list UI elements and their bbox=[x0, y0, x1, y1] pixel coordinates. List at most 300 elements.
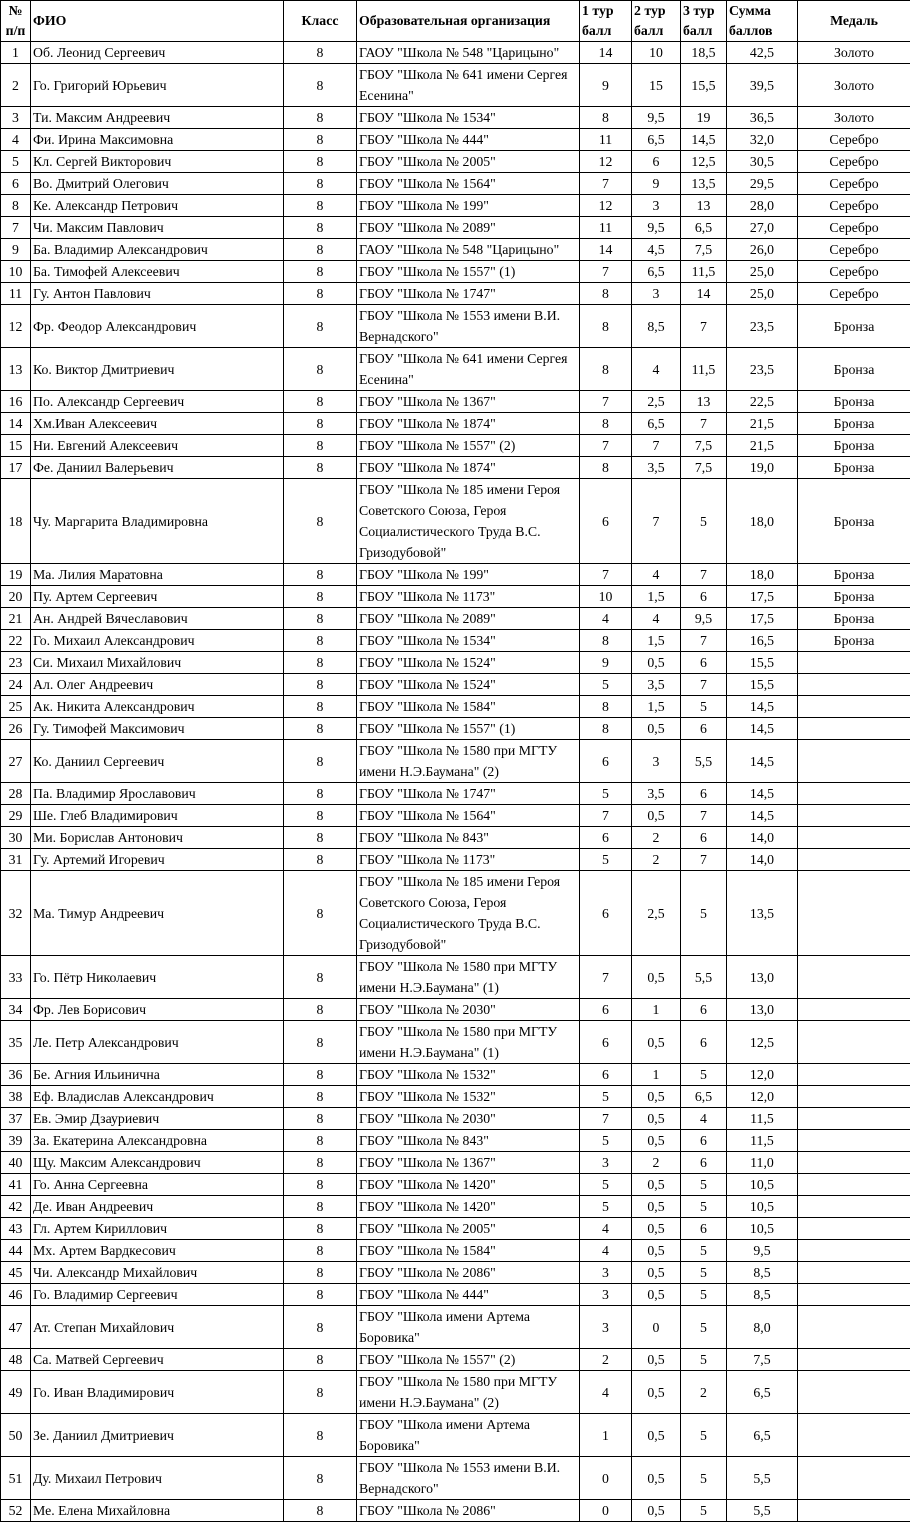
cell-round2: 0,5 bbox=[632, 1196, 681, 1218]
cell-medal: Бронза bbox=[798, 479, 910, 564]
cell-round3: 7,5 bbox=[681, 239, 727, 261]
cell-class: 8 bbox=[284, 1152, 357, 1174]
header-sum: Сумма баллов bbox=[727, 1, 798, 42]
cell-class: 8 bbox=[284, 391, 357, 413]
cell-class: 8 bbox=[284, 1414, 357, 1457]
cell-fio: Го. Григорий Юрьевич bbox=[31, 64, 284, 107]
cell-round2: 4,5 bbox=[632, 239, 681, 261]
cell-num: 28 bbox=[1, 783, 31, 805]
table-row bbox=[1, 283, 910, 305]
cell-round1: 6 bbox=[580, 740, 632, 783]
cell-sum: 17,5 bbox=[727, 586, 798, 608]
cell-org: ГБОУ "Школа № 1584" bbox=[357, 1240, 580, 1262]
header-row bbox=[1, 1, 910, 42]
cell-fio: Де. Иван Андреевич bbox=[31, 1196, 284, 1218]
cell-round2: 0,5 bbox=[632, 718, 681, 740]
cell-fio: Са. Матвей Сергеевич bbox=[31, 1349, 284, 1371]
cell-org: ГБОУ "Школа № 1747" bbox=[357, 783, 580, 805]
cell-medal bbox=[798, 696, 910, 718]
table-row bbox=[1, 1021, 910, 1064]
cell-num: 11 bbox=[1, 283, 31, 305]
table-row bbox=[1, 348, 910, 391]
cell-round1: 4 bbox=[580, 608, 632, 630]
cell-round1: 5 bbox=[580, 849, 632, 871]
cell-class: 8 bbox=[284, 1457, 357, 1500]
cell-class: 8 bbox=[284, 151, 357, 173]
cell-num: 6 bbox=[1, 173, 31, 195]
cell-round2: 0,5 bbox=[632, 1086, 681, 1108]
cell-sum: 5,5 bbox=[727, 1457, 798, 1500]
cell-class: 8 bbox=[284, 1218, 357, 1240]
cell-round3: 11,5 bbox=[681, 348, 727, 391]
cell-round2: 7 bbox=[632, 479, 681, 564]
cell-medal: Бронза bbox=[798, 391, 910, 413]
cell-num: 8 bbox=[1, 195, 31, 217]
cell-medal bbox=[798, 1152, 910, 1174]
cell-num: 39 bbox=[1, 1130, 31, 1152]
table-row bbox=[1, 718, 910, 740]
cell-num: 35 bbox=[1, 1021, 31, 1064]
cell-class: 8 bbox=[284, 783, 357, 805]
cell-num: 27 bbox=[1, 740, 31, 783]
cell-round1: 0 bbox=[580, 1500, 632, 1522]
cell-medal bbox=[798, 1262, 910, 1284]
cell-medal bbox=[798, 783, 910, 805]
cell-round2: 3 bbox=[632, 195, 681, 217]
cell-num: 1 bbox=[1, 42, 31, 64]
cell-round3: 7 bbox=[681, 413, 727, 435]
cell-round2: 0,5 bbox=[632, 1371, 681, 1414]
cell-org: ГБОУ "Школа имени Артема Боровика" bbox=[357, 1414, 580, 1457]
cell-num: 7 bbox=[1, 217, 31, 239]
table-row bbox=[1, 564, 910, 586]
cell-round2: 7 bbox=[632, 435, 681, 457]
cell-round1: 6 bbox=[580, 999, 632, 1021]
table-row bbox=[1, 1414, 910, 1457]
cell-sum: 17,5 bbox=[727, 608, 798, 630]
cell-sum: 14,0 bbox=[727, 827, 798, 849]
cell-org: ГБОУ "Школа № 1173" bbox=[357, 586, 580, 608]
cell-medal bbox=[798, 652, 910, 674]
cell-org: ГБОУ "Школа № 185 имени Героя Советского Союза, Героя Социалистического Труда В.С. Гризодубовой" bbox=[357, 479, 580, 564]
cell-sum: 23,5 bbox=[727, 305, 798, 348]
cell-org: ГБОУ "Школа № 843" bbox=[357, 1130, 580, 1152]
cell-round3: 7 bbox=[681, 305, 727, 348]
cell-sum: 11,5 bbox=[727, 1130, 798, 1152]
cell-num: 20 bbox=[1, 586, 31, 608]
cell-org: ГБОУ "Школа № 1557" (1) bbox=[357, 718, 580, 740]
cell-round1: 4 bbox=[580, 1371, 632, 1414]
cell-medal: Серебро bbox=[798, 239, 910, 261]
cell-round3: 5 bbox=[681, 1240, 727, 1262]
cell-round2: 4 bbox=[632, 564, 681, 586]
cell-org: ГБОУ "Школа № 1524" bbox=[357, 674, 580, 696]
cell-class: 8 bbox=[284, 1500, 357, 1522]
cell-fio: Ма. Тимур Андреевич bbox=[31, 871, 284, 956]
cell-sum: 22,5 bbox=[727, 391, 798, 413]
cell-class: 8 bbox=[284, 457, 357, 479]
cell-round3: 13,5 bbox=[681, 173, 727, 195]
cell-sum: 6,5 bbox=[727, 1371, 798, 1414]
cell-round3: 14 bbox=[681, 283, 727, 305]
cell-num: 46 bbox=[1, 1284, 31, 1306]
cell-org: ГБОУ "Школа № 199" bbox=[357, 564, 580, 586]
cell-medal: Серебро bbox=[798, 195, 910, 217]
cell-medal bbox=[798, 1108, 910, 1130]
cell-org: ГБОУ "Школа № 1557" (2) bbox=[357, 435, 580, 457]
cell-org: ГБОУ "Школа № 1874" bbox=[357, 413, 580, 435]
cell-round2: 2 bbox=[632, 1152, 681, 1174]
cell-num: 9 bbox=[1, 239, 31, 261]
cell-medal: Серебро bbox=[798, 283, 910, 305]
cell-org: ГБОУ "Школа № 2005" bbox=[357, 151, 580, 173]
cell-class: 8 bbox=[284, 1306, 357, 1349]
cell-sum: 39,5 bbox=[727, 64, 798, 107]
cell-round3: 6 bbox=[681, 1218, 727, 1240]
cell-fio: Ба. Тимофей Алексеевич bbox=[31, 261, 284, 283]
cell-round1: 12 bbox=[580, 195, 632, 217]
cell-round1: 4 bbox=[580, 1240, 632, 1262]
cell-num: 41 bbox=[1, 1174, 31, 1196]
cell-org: ГБОУ "Школа № 1420" bbox=[357, 1174, 580, 1196]
cell-round2: 0,5 bbox=[632, 652, 681, 674]
cell-round1: 3 bbox=[580, 1284, 632, 1306]
cell-fio: Хм.Иван Алексеевич bbox=[31, 413, 284, 435]
cell-round2: 4 bbox=[632, 608, 681, 630]
cell-num: 44 bbox=[1, 1240, 31, 1262]
cell-fio: Ал. Олег Андреевич bbox=[31, 674, 284, 696]
cell-org: ГБОУ "Школа № 1564" bbox=[357, 173, 580, 195]
cell-round3: 5 bbox=[681, 1174, 727, 1196]
cell-medal: Серебро bbox=[798, 129, 910, 151]
table-row bbox=[1, 435, 910, 457]
table-row bbox=[1, 457, 910, 479]
cell-round1: 14 bbox=[580, 239, 632, 261]
header-num: № п/п bbox=[1, 1, 31, 42]
cell-class: 8 bbox=[284, 435, 357, 457]
cell-medal: Бронза bbox=[798, 457, 910, 479]
cell-round3: 5 bbox=[681, 1262, 727, 1284]
cell-org: ГБОУ "Школа № 1532" bbox=[357, 1064, 580, 1086]
cell-num: 42 bbox=[1, 1196, 31, 1218]
cell-medal bbox=[798, 1130, 910, 1152]
cell-round3: 4 bbox=[681, 1108, 727, 1130]
cell-round2: 15 bbox=[632, 64, 681, 107]
cell-round1: 9 bbox=[580, 64, 632, 107]
cell-org: ГБОУ "Школа № 641 имени Сергея Есенина" bbox=[357, 64, 580, 107]
cell-num: 43 bbox=[1, 1218, 31, 1240]
table-row bbox=[1, 1086, 910, 1108]
cell-sum: 19,0 bbox=[727, 457, 798, 479]
cell-class: 8 bbox=[284, 1262, 357, 1284]
cell-round1: 6 bbox=[580, 827, 632, 849]
cell-round2: 0,5 bbox=[632, 956, 681, 999]
cell-medal: Серебро bbox=[798, 173, 910, 195]
cell-medal: Бронза bbox=[798, 630, 910, 652]
cell-fio: Еф. Владислав Александрович bbox=[31, 1086, 284, 1108]
cell-org: ГБОУ "Школа № 2089" bbox=[357, 608, 580, 630]
cell-round1: 11 bbox=[580, 217, 632, 239]
cell-org: ГБОУ "Школа № 843" bbox=[357, 827, 580, 849]
cell-round2: 1,5 bbox=[632, 696, 681, 718]
table-row bbox=[1, 740, 910, 783]
cell-fio: Фе. Даниил Валерьевич bbox=[31, 457, 284, 479]
cell-round3: 11,5 bbox=[681, 261, 727, 283]
table-row bbox=[1, 1174, 910, 1196]
cell-fio: Мх. Артем Вардкесович bbox=[31, 1240, 284, 1262]
cell-round3: 6 bbox=[681, 718, 727, 740]
cell-round3: 6 bbox=[681, 1130, 727, 1152]
cell-round1: 8 bbox=[580, 305, 632, 348]
cell-medal: Серебро bbox=[798, 217, 910, 239]
cell-num: 12 bbox=[1, 305, 31, 348]
cell-round3: 5 bbox=[681, 1500, 727, 1522]
cell-class: 8 bbox=[284, 42, 357, 64]
cell-round1: 8 bbox=[580, 348, 632, 391]
cell-round3: 7 bbox=[681, 674, 727, 696]
cell-org: ГБОУ "Школа № 1557" (2) bbox=[357, 1349, 580, 1371]
cell-fio: По. Александр Сергеевич bbox=[31, 391, 284, 413]
cell-org: ГБОУ "Школа № 1580 при МГТУ имени Н.Э.Баумана" (1) bbox=[357, 956, 580, 999]
cell-num: 51 bbox=[1, 1457, 31, 1500]
cell-round1: 5 bbox=[580, 1196, 632, 1218]
cell-fio: Ат. Степан Михайлович bbox=[31, 1306, 284, 1349]
cell-round3: 6 bbox=[681, 827, 727, 849]
cell-num: 32 bbox=[1, 871, 31, 956]
table-row bbox=[1, 849, 910, 871]
cell-num: 36 bbox=[1, 1064, 31, 1086]
cell-round2: 0,5 bbox=[632, 1218, 681, 1240]
table-row bbox=[1, 261, 910, 283]
cell-medal bbox=[798, 1414, 910, 1457]
cell-num: 3 bbox=[1, 107, 31, 129]
cell-medal bbox=[798, 1174, 910, 1196]
cell-fio: Го. Пётр Николаевич bbox=[31, 956, 284, 999]
cell-class: 8 bbox=[284, 564, 357, 586]
cell-fio: Зе. Даниил Дмитриевич bbox=[31, 1414, 284, 1457]
cell-round3: 9,5 bbox=[681, 608, 727, 630]
cell-round2: 1,5 bbox=[632, 586, 681, 608]
cell-class: 8 bbox=[284, 283, 357, 305]
cell-round2: 2 bbox=[632, 827, 681, 849]
cell-sum: 10,5 bbox=[727, 1218, 798, 1240]
cell-num: 30 bbox=[1, 827, 31, 849]
cell-medal: Бронза bbox=[798, 586, 910, 608]
cell-round3: 6 bbox=[681, 586, 727, 608]
cell-org: ГБОУ "Школа № 444" bbox=[357, 1284, 580, 1306]
cell-class: 8 bbox=[284, 586, 357, 608]
cell-org: ГБОУ "Школа № 1747" bbox=[357, 283, 580, 305]
cell-medal bbox=[798, 1371, 910, 1414]
cell-class: 8 bbox=[284, 608, 357, 630]
cell-medal bbox=[798, 718, 910, 740]
cell-fio: Гу. Антон Павлович bbox=[31, 283, 284, 305]
cell-medal: Золото bbox=[798, 107, 910, 129]
cell-sum: 6,5 bbox=[727, 1414, 798, 1457]
table-row bbox=[1, 305, 910, 348]
cell-fio: Ду. Михаил Петрович bbox=[31, 1457, 284, 1500]
cell-fio: Гу. Артемий Игоревич bbox=[31, 849, 284, 871]
cell-org: ГБОУ "Школа № 1580 при МГТУ имени Н.Э.Баумана" (2) bbox=[357, 1371, 580, 1414]
cell-sum: 25,0 bbox=[727, 283, 798, 305]
table-row bbox=[1, 413, 910, 435]
cell-round1: 7 bbox=[580, 1108, 632, 1130]
cell-round3: 5 bbox=[681, 1414, 727, 1457]
cell-sum: 12,0 bbox=[727, 1064, 798, 1086]
cell-round2: 0,5 bbox=[632, 1021, 681, 1064]
cell-round1: 6 bbox=[580, 1064, 632, 1086]
cell-fio: Об. Леонид Сергеевич bbox=[31, 42, 284, 64]
cell-medal: Бронза bbox=[798, 305, 910, 348]
cell-medal bbox=[798, 805, 910, 827]
cell-round3: 5 bbox=[681, 696, 727, 718]
table-row bbox=[1, 783, 910, 805]
cell-sum: 13,5 bbox=[727, 871, 798, 956]
cell-round3: 5 bbox=[681, 1284, 727, 1306]
cell-sum: 36,5 bbox=[727, 107, 798, 129]
cell-fio: Ше. Глеб Владимирович bbox=[31, 805, 284, 827]
cell-num: 22 bbox=[1, 630, 31, 652]
cell-round2: 10 bbox=[632, 42, 681, 64]
cell-round2: 6 bbox=[632, 151, 681, 173]
cell-round2: 9,5 bbox=[632, 107, 681, 129]
cell-sum: 23,5 bbox=[727, 348, 798, 391]
header-fio: ФИО bbox=[31, 1, 284, 42]
cell-round3: 2 bbox=[681, 1371, 727, 1414]
cell-sum: 14,0 bbox=[727, 849, 798, 871]
cell-round1: 7 bbox=[580, 956, 632, 999]
cell-org: ГАОУ "Школа № 548 "Царицыно" bbox=[357, 42, 580, 64]
cell-class: 8 bbox=[284, 1108, 357, 1130]
cell-sum: 8,5 bbox=[727, 1284, 798, 1306]
cell-sum: 25,0 bbox=[727, 261, 798, 283]
cell-round1: 3 bbox=[580, 1262, 632, 1284]
table-row bbox=[1, 630, 910, 652]
cell-org: ГБОУ "Школа № 1367" bbox=[357, 1152, 580, 1174]
cell-sum: 26,0 bbox=[727, 239, 798, 261]
header-org: Образовательная организация bbox=[357, 1, 580, 42]
cell-medal bbox=[798, 827, 910, 849]
table-row bbox=[1, 827, 910, 849]
cell-round2: 3,5 bbox=[632, 674, 681, 696]
table-row bbox=[1, 871, 910, 956]
cell-medal bbox=[798, 1064, 910, 1086]
cell-fio: Фр. Лев Борисович bbox=[31, 999, 284, 1021]
cell-class: 8 bbox=[284, 1196, 357, 1218]
cell-sum: 21,5 bbox=[727, 413, 798, 435]
cell-sum: 12,0 bbox=[727, 1086, 798, 1108]
cell-round2: 9 bbox=[632, 173, 681, 195]
cell-num: 4 bbox=[1, 129, 31, 151]
cell-round3: 12,5 bbox=[681, 151, 727, 173]
cell-num: 50 bbox=[1, 1414, 31, 1457]
cell-round1: 5 bbox=[580, 1130, 632, 1152]
cell-num: 48 bbox=[1, 1349, 31, 1371]
cell-round3: 15,5 bbox=[681, 64, 727, 107]
cell-num: 10 bbox=[1, 261, 31, 283]
table-row bbox=[1, 239, 910, 261]
cell-round1: 4 bbox=[580, 1218, 632, 1240]
cell-class: 8 bbox=[284, 129, 357, 151]
table-row bbox=[1, 652, 910, 674]
cell-medal bbox=[798, 849, 910, 871]
table-row bbox=[1, 1130, 910, 1152]
cell-sum: 27,0 bbox=[727, 217, 798, 239]
cell-class: 8 bbox=[284, 1371, 357, 1414]
cell-fio: Кл. Сергей Викторович bbox=[31, 151, 284, 173]
cell-round1: 8 bbox=[580, 696, 632, 718]
cell-org: ГБОУ "Школа № 1173" bbox=[357, 849, 580, 871]
cell-medal bbox=[798, 1218, 910, 1240]
cell-sum: 29,5 bbox=[727, 173, 798, 195]
cell-num: 14 bbox=[1, 413, 31, 435]
cell-num: 24 bbox=[1, 674, 31, 696]
cell-round2: 2 bbox=[632, 849, 681, 871]
table-row bbox=[1, 1218, 910, 1240]
cell-org: ГБОУ "Школа № 1584" bbox=[357, 696, 580, 718]
cell-org: ГБОУ "Школа № 199" bbox=[357, 195, 580, 217]
cell-round2: 1,5 bbox=[632, 630, 681, 652]
cell-round1: 8 bbox=[580, 630, 632, 652]
table-row bbox=[1, 151, 910, 173]
cell-class: 8 bbox=[284, 630, 357, 652]
cell-round3: 6 bbox=[681, 783, 727, 805]
cell-round2: 0,5 bbox=[632, 1240, 681, 1262]
cell-sum: 14,5 bbox=[727, 696, 798, 718]
cell-round3: 7 bbox=[681, 805, 727, 827]
cell-fio: Ти. Максим Андреевич bbox=[31, 107, 284, 129]
cell-num: 33 bbox=[1, 956, 31, 999]
cell-fio: За. Екатерина Александровна bbox=[31, 1130, 284, 1152]
cell-class: 8 bbox=[284, 805, 357, 827]
cell-class: 8 bbox=[284, 718, 357, 740]
cell-round1: 7 bbox=[580, 391, 632, 413]
cell-round2: 6,5 bbox=[632, 261, 681, 283]
table-row bbox=[1, 173, 910, 195]
cell-org: ГБОУ "Школа № 641 имени Сергея Есенина" bbox=[357, 348, 580, 391]
cell-fio: Фи. Ирина Максимовна bbox=[31, 129, 284, 151]
cell-round3: 5 bbox=[681, 479, 727, 564]
cell-sum: 14,5 bbox=[727, 805, 798, 827]
cell-org: ГБОУ "Школа № 1557" (1) bbox=[357, 261, 580, 283]
table-row bbox=[1, 1152, 910, 1174]
cell-num: 16 bbox=[1, 391, 31, 413]
cell-num: 34 bbox=[1, 999, 31, 1021]
cell-num: 17 bbox=[1, 457, 31, 479]
cell-num: 45 bbox=[1, 1262, 31, 1284]
cell-sum: 16,5 bbox=[727, 630, 798, 652]
cell-fio: Ме. Елена Михайловна bbox=[31, 1500, 284, 1522]
cell-class: 8 bbox=[284, 348, 357, 391]
cell-round2: 6,5 bbox=[632, 413, 681, 435]
cell-round2: 2,5 bbox=[632, 391, 681, 413]
cell-fio: Си. Михаил Михайлович bbox=[31, 652, 284, 674]
cell-round2: 0,5 bbox=[632, 1500, 681, 1522]
table-row bbox=[1, 956, 910, 999]
cell-fio: Гл. Артем Кириллович bbox=[31, 1218, 284, 1240]
cell-fio: Ко. Виктор Дмитриевич bbox=[31, 348, 284, 391]
table-row bbox=[1, 129, 910, 151]
cell-sum: 18,0 bbox=[727, 479, 798, 564]
cell-org: ГБОУ "Школа № 2030" bbox=[357, 1108, 580, 1130]
header-class: Класс bbox=[284, 1, 357, 42]
cell-class: 8 bbox=[284, 239, 357, 261]
cell-round3: 5 bbox=[681, 1349, 727, 1371]
table-row bbox=[1, 1262, 910, 1284]
cell-medal bbox=[798, 1240, 910, 1262]
cell-sum: 9,5 bbox=[727, 1240, 798, 1262]
cell-num: 19 bbox=[1, 564, 31, 586]
